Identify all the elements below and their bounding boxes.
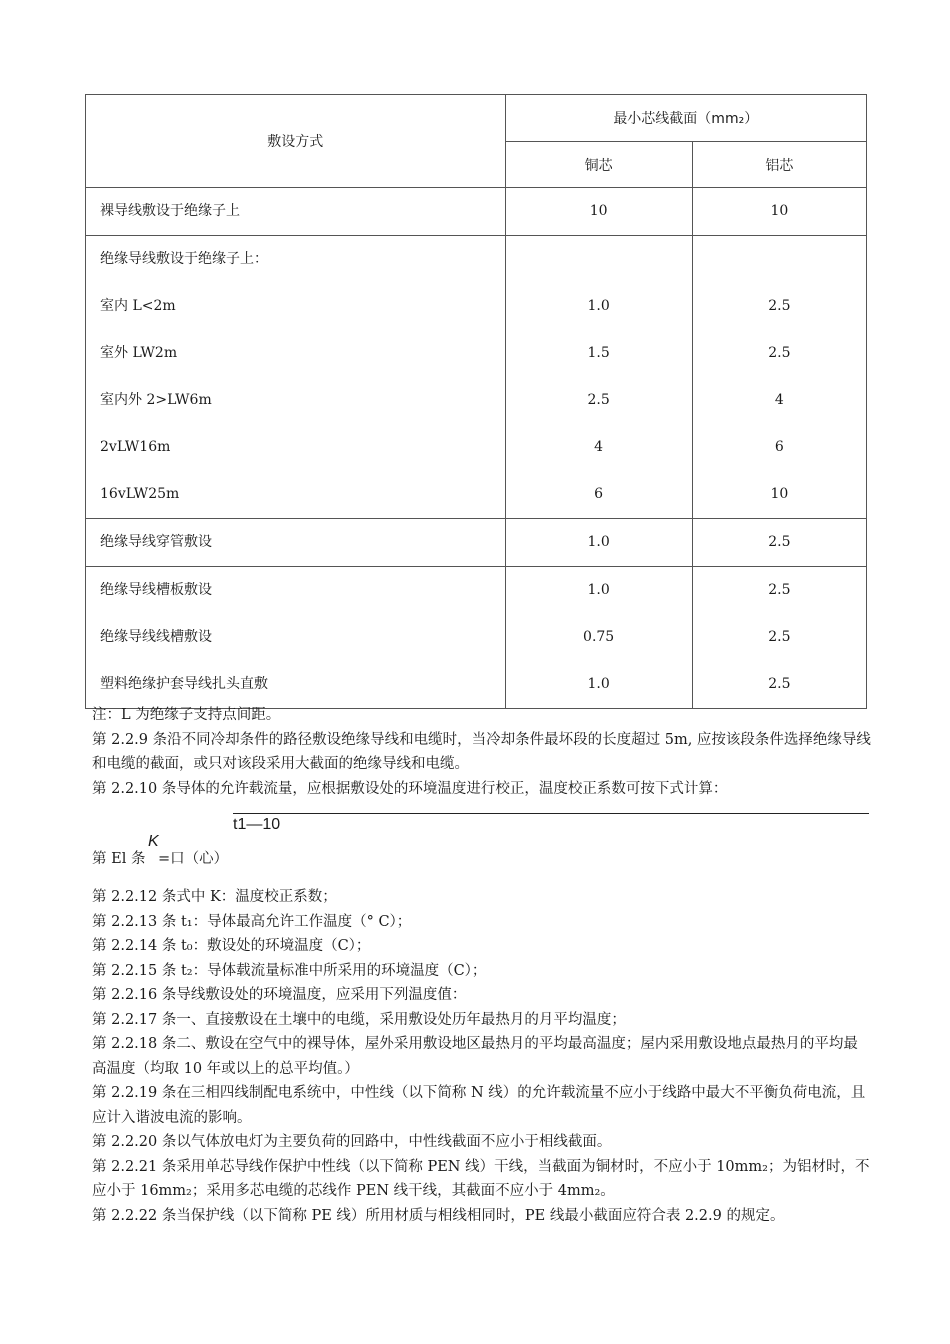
clause-2-2-17: 第 2.2.17 条一、直接敷设在土壤中的电缆，采用敷设处历年最热月的月平均温度；: [92, 1011, 626, 1028]
table-body: [86, 188, 867, 709]
aluminum-value: 10: [770, 203, 789, 219]
method-line: 室内外 2>LW6m: [100, 392, 212, 408]
aluminum-value: 2.5: [768, 676, 791, 692]
aluminum-value: 10: [770, 486, 789, 502]
copper-value: 4: [594, 439, 604, 455]
header-min-section: 最小芯线截面（mm₂）: [505, 95, 866, 142]
aluminum-value: 2.5: [768, 629, 791, 645]
aluminum-value: 2.5: [768, 534, 791, 550]
formula-fraction-bar: [233, 813, 869, 814]
method-cell: [86, 188, 506, 236]
copper-value: 1.5: [587, 345, 610, 361]
note-line: 注：L 为绝缘子支持点间距。: [92, 707, 281, 723]
method-line: 绝缘导线线槽敷设: [100, 629, 212, 645]
aluminum-value: 2.5: [768, 345, 791, 361]
copper-value: 1.0: [587, 534, 610, 550]
copper-value: 6: [594, 486, 604, 502]
clause-2-2-13: 第 2.2.13 条 t₁：导体最高允许工作温度（° C）；: [92, 913, 412, 930]
aluminum-cell: [692, 236, 866, 519]
min-conductor-section-table: [85, 94, 867, 709]
copper-value: 1.0: [587, 582, 610, 598]
copper-cell: [505, 567, 692, 709]
aluminum-value: 6: [774, 439, 784, 455]
aluminum-cell: [692, 519, 866, 567]
header-copper: 铜芯: [505, 142, 692, 188]
formula-rest: =口（心）: [158, 851, 229, 867]
method-cell: [86, 236, 506, 519]
aluminum-value: 4: [774, 392, 784, 408]
method-line: 室内 L<2m: [100, 298, 176, 314]
copper-value: 1.0: [587, 298, 610, 314]
method-line: 室外 LW2m: [100, 345, 178, 361]
method-line: 绝缘导线敷设于绝缘子上：: [100, 251, 268, 267]
table-row-group: [86, 519, 867, 567]
text-block-2: [92, 885, 872, 1228]
aluminum-value: 2.5: [768, 582, 791, 598]
table-row-group: [86, 567, 867, 709]
clause-2-2-10: 第 2.2.10 条导体的允许载流量，应根据敷设处的环境温度进行校正，温度校正系数可按下式计算：: [92, 780, 728, 797]
text-block-1: [92, 703, 872, 801]
header-method: 敷设方式: [86, 95, 506, 188]
header-aluminum: 铝芯: [692, 142, 866, 188]
method-line: 绝缘导线槽板敷设: [100, 582, 212, 598]
copper-value: 2.5: [587, 392, 610, 408]
method-line: 裸导线敷设于绝缘子上: [100, 203, 240, 219]
copper-cell: [505, 188, 692, 236]
method-line: 2vLW16m: [100, 439, 171, 455]
clause-2-2-20: 第 2.2.20 条以气体放电灯为主要负荷的回路中，中性线截面不应小于相线截面。: [92, 1134, 612, 1150]
formula-k: K: [148, 833, 159, 850]
table-row-group: [86, 188, 867, 236]
clause-2-2-15: 第 2.2.15 条 t₂：导体载流量标准中所采用的环境温度（C）；: [92, 962, 487, 979]
copper-value: 1.0: [587, 676, 610, 692]
copper-value: [506, 236, 692, 283]
aluminum-cell: [692, 567, 866, 709]
aluminum-value: [693, 236, 866, 283]
clause-2-2-16: 第 2.2.16 条导线敷设处的环境温度，应采用下列温度值：: [92, 987, 467, 1003]
clause-2-2-18: 第 2.2.18 条二、敷设在空气中的裸导体，屋外采用敷设地区最热月的平均最高温度；屋内采用敷设地点最热月的平均最高温度（均取 10 年或以上的总平均值。）: [92, 1036, 858, 1077]
formula-lead: 第 El 条: [92, 851, 146, 867]
aluminum-value: 2.5: [768, 298, 791, 314]
method-line: 塑料绝缘护套导线扎头直敷: [100, 676, 268, 692]
clause-2-2-19: 第 2.2.19 条在三相四线制配电系统中，中性线（以下简称 N 线）的允许载流量不应小于线路中最大不平衡负荷电流，且应计入谐波电流的影响。: [92, 1085, 866, 1126]
method-cell: [86, 567, 506, 709]
clause-2-2-22: 第 2.2.22 条当保护线（以下简称 PE 线）所用材质与相线相同时，PE 线最小截面应符合表 2.2.9 的规定。: [92, 1207, 785, 1224]
table-row-group: [86, 236, 867, 519]
formula-numerator: t1—10: [233, 816, 281, 833]
clause-2-2-9: 第 2.2.9 条沿不同冷却条件的路径敷设绝缘导线和电缆时，当冷却条件最坏段的长度超过 5m, 应按该段条件选择绝缘导线和电缆的截面，或只对该段采用大截面的绝缘导线和电缆。: [92, 731, 871, 772]
method-line: 16vLW25m: [100, 486, 180, 502]
copper-cell: [505, 236, 692, 519]
clause-2-2-14: 第 2.2.14 条 t₀：敷设处的环境温度（C）；: [92, 938, 371, 954]
clause-2-2-12: 第 2.2.12 条式中 K：温度校正系数；: [92, 889, 337, 905]
copper-value: 0.75: [583, 629, 615, 645]
method-cell: [86, 519, 506, 567]
copper-value: 10: [589, 203, 608, 219]
copper-cell: [505, 519, 692, 567]
aluminum-cell: [692, 188, 866, 236]
method-line: 绝缘导线穿管敷设: [100, 534, 212, 550]
clause-2-2-21: 第 2.2.21 条采用单芯导线作保护中性线（以下简称 PEN 线）干线，当截面为铜材时，不应小于 10mm₂；为铝材时，不应小于 16mm₂；采用多芯电缆的芯线作 PEN 线干线，其截面不应小于 4mm₂。: [92, 1158, 870, 1199]
